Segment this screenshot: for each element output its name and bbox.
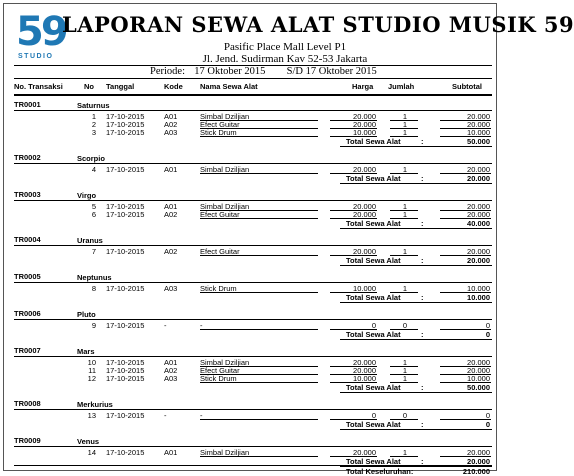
item-nama-underline	[200, 173, 318, 174]
transaction-id: TR0007	[14, 346, 41, 355]
item-no: 4	[91, 165, 96, 174]
periode-start: 17 Oktober 2015	[194, 66, 266, 77]
item-subtotal: 20.000	[467, 165, 490, 174]
header-rule-top	[14, 65, 492, 66]
periode-separator: S/D	[286, 66, 304, 77]
item-kode: A01	[164, 202, 178, 211]
item-jumlah: 1	[402, 448, 408, 457]
item-subtotal: 20.000	[467, 247, 490, 256]
item-no: 12	[87, 374, 96, 383]
item-nama-underline	[200, 329, 318, 330]
total-sewa-colon: :	[421, 219, 424, 228]
total-sewa-colon: :	[421, 383, 424, 392]
logo-word: STUDIO	[18, 53, 54, 60]
item-subtotal: 20.000	[467, 120, 490, 129]
total-rule	[340, 392, 492, 393]
item-jumlah: 1	[402, 366, 408, 375]
total-sewa-label: Total Sewa Alat	[346, 137, 401, 146]
total-sewa-colon: :	[421, 137, 424, 146]
total-rule	[340, 228, 492, 229]
item-jumlah: 1	[402, 202, 408, 211]
item-kode: A02	[164, 120, 178, 129]
item-harga: 10.000	[353, 374, 376, 383]
item-nama: Efect Guitar	[200, 366, 240, 375]
item-tanggal: 17-10-2015	[106, 366, 145, 375]
transaction-id: TR0006	[14, 309, 41, 318]
item-jumlah: 1	[402, 210, 408, 219]
item-kode: A03	[164, 284, 178, 293]
total-rule	[340, 339, 492, 340]
item-nama: Efect Guitar	[200, 120, 240, 129]
col-no-transaksi: No. Transaksi	[14, 82, 63, 91]
item-jumlah: 1	[402, 120, 408, 129]
item-harga: 10.000	[353, 128, 376, 137]
item-nama: Stick Drum	[200, 128, 237, 137]
item-nama: -	[200, 411, 203, 420]
item-nama: Simbal Dziljian	[200, 112, 250, 121]
col-tanggal: Tanggal	[106, 82, 135, 91]
group-rule	[14, 282, 492, 283]
item-no: 8	[91, 284, 96, 293]
total-rule	[340, 265, 492, 266]
periode-label: Periode:	[150, 66, 185, 77]
item-kode: A01	[164, 358, 178, 367]
transaction-id: TR0005	[14, 272, 41, 281]
item-jumlah: 0	[402, 411, 408, 420]
col-subtotal: Subtotal	[452, 82, 482, 91]
item-kode: -	[164, 411, 167, 420]
item-nama-underline	[200, 456, 318, 457]
item-kode: A01	[164, 448, 178, 457]
item-no: 13	[87, 411, 96, 420]
grand-total-rule	[14, 465, 492, 466]
item-harga: 20.000	[353, 358, 376, 367]
item-no: 2	[91, 120, 96, 129]
transaction-id: TR0003	[14, 190, 41, 199]
item-no: 10	[87, 358, 96, 367]
customer-name: Scorpio	[77, 154, 105, 163]
periode-end: 17 Oktober 2015	[305, 66, 377, 77]
item-nama: Stick Drum	[200, 284, 237, 293]
item-nama-underline	[200, 292, 318, 293]
studio-logo	[14, 9, 66, 62]
customer-name: Mars	[77, 347, 95, 356]
address-line-2: Jl. Jend. Sudirman Kav 52-53 Jakarta	[202, 53, 368, 65]
logo-number: 59	[16, 9, 66, 55]
item-subtotal: 20.000	[467, 210, 490, 219]
item-tanggal: 17-10-2015	[106, 202, 145, 211]
item-no: 6	[91, 210, 96, 219]
item-harga: 20.000	[353, 366, 376, 375]
total-sewa-value: 10.000	[467, 293, 490, 302]
item-nama-underline	[200, 419, 318, 420]
item-kode: A03	[164, 128, 178, 137]
total-sewa-colon: :	[421, 174, 424, 183]
group-rule	[14, 356, 492, 357]
total-sewa-value: 40.000	[467, 219, 490, 228]
grand-total-label: Total Keseluruhan:	[346, 467, 414, 476]
item-tanggal: 17-10-2015	[106, 411, 145, 420]
total-sewa-label: Total Sewa Alat	[346, 174, 401, 183]
item-tanggal: 17-10-2015	[106, 210, 145, 219]
item-subtotal: 20.000	[467, 202, 490, 211]
item-tanggal: 17-10-2015	[106, 165, 145, 174]
column-header-rule	[14, 94, 492, 96]
item-tanggal: 17-10-2015	[106, 321, 145, 330]
item-kode: -	[164, 321, 167, 330]
customer-name: Virgo	[77, 191, 97, 200]
item-subtotal: 0	[485, 411, 490, 420]
item-no: 14	[87, 448, 96, 457]
item-kode: A03	[164, 374, 178, 383]
group-rule	[14, 163, 492, 164]
total-sewa-value: 20.000	[467, 457, 490, 466]
col-no: No	[84, 82, 94, 91]
item-tanggal: 17-10-2015	[106, 128, 145, 137]
item-tanggal: 17-10-2015	[106, 448, 145, 457]
item-jumlah: 0	[402, 321, 408, 330]
total-sewa-label: Total Sewa Alat	[346, 330, 401, 339]
item-tanggal: 17-10-2015	[106, 112, 145, 121]
total-sewa-colon: :	[421, 457, 424, 466]
customer-name: Pluto	[77, 310, 96, 319]
header-rule-bottom	[14, 78, 492, 79]
item-no: 9	[91, 321, 96, 330]
item-harga: 20.000	[353, 448, 376, 457]
item-jumlah: 1	[402, 112, 408, 121]
total-sewa-colon: :	[421, 420, 424, 429]
total-sewa-value: 0	[485, 420, 490, 429]
item-subtotal: 10.000	[467, 284, 490, 293]
item-harga: 20.000	[353, 247, 376, 256]
item-nama-underline	[200, 218, 318, 219]
grand-total-value: 210.000	[462, 467, 490, 476]
item-no: 5	[91, 202, 96, 211]
total-sewa-colon: :	[421, 330, 424, 339]
report-title: LAPORAN SEWA ALAT STUDIO MUSIK 59	[62, 12, 574, 37]
total-sewa-label: Total Sewa Alat	[346, 219, 401, 228]
total-sewa-colon: :	[421, 293, 424, 302]
item-kode: A01	[164, 165, 178, 174]
transaction-id: TR0004	[14, 235, 41, 244]
item-harga: 20.000	[353, 120, 376, 129]
item-tanggal: 17-10-2015	[106, 358, 145, 367]
item-no: 3	[91, 128, 96, 137]
item-subtotal: 10.000	[467, 374, 490, 383]
customer-name: Neptunus	[77, 273, 112, 282]
item-kode: A02	[164, 247, 178, 256]
transaction-id: TR0009	[14, 436, 41, 445]
group-rule	[14, 110, 492, 111]
item-tanggal: 17-10-2015	[106, 120, 145, 129]
group-rule	[14, 409, 492, 410]
total-rule	[340, 302, 492, 303]
item-harga: 10.000	[353, 284, 376, 293]
item-no: 1	[91, 112, 96, 121]
total-sewa-value: 50.000	[467, 383, 490, 392]
col-nama: Nama Sewa Alat	[200, 82, 258, 91]
item-harga: 0	[371, 411, 376, 420]
total-sewa-label: Total Sewa Alat	[346, 383, 401, 392]
item-nama-underline	[200, 136, 318, 137]
col-harga: Harga	[352, 82, 374, 91]
item-nama: Simbal Dziljian	[200, 202, 250, 211]
item-subtotal: 20.000	[467, 448, 490, 457]
transaction-id: TR0001	[14, 100, 41, 109]
item-nama-underline	[200, 382, 318, 383]
item-harga: 20.000	[353, 202, 376, 211]
total-sewa-label: Total Sewa Alat	[346, 420, 401, 429]
item-harga: 0	[371, 321, 376, 330]
item-nama: Efect Guitar	[200, 210, 240, 219]
total-rule	[340, 146, 492, 147]
total-sewa-value: 0	[485, 330, 490, 339]
item-nama: Simbal Dziljian	[200, 358, 250, 367]
total-sewa-value: 20.000	[467, 256, 490, 265]
item-subtotal: 20.000	[467, 358, 490, 367]
total-sewa-value: 50.000	[467, 137, 490, 146]
item-harga: 20.000	[353, 165, 376, 174]
group-rule	[14, 446, 492, 447]
transaction-id: TR0008	[14, 399, 41, 408]
item-nama: Efect Guitar	[200, 247, 240, 256]
total-rule	[340, 183, 492, 184]
item-jumlah: 1	[402, 284, 408, 293]
transaction-id: TR0002	[14, 153, 41, 162]
item-subtotal: 20.000	[467, 366, 490, 375]
address-line-1: Pasific Place Mall Level P1	[223, 41, 347, 53]
item-nama: Simbal Dziljian	[200, 448, 250, 457]
item-jumlah: 1	[402, 374, 408, 383]
item-harga: 20.000	[353, 210, 376, 219]
item-nama-underline	[200, 255, 318, 256]
item-harga: 20.000	[353, 112, 376, 121]
periode-line	[150, 66, 377, 78]
customer-name: Saturnus	[77, 101, 110, 110]
item-nama: Stick Drum	[200, 374, 237, 383]
item-subtotal: 0	[485, 321, 490, 330]
total-sewa-colon: :	[421, 256, 424, 265]
item-jumlah: 1	[402, 358, 408, 367]
item-jumlah: 1	[402, 128, 408, 137]
item-nama: Simbal Dziljian	[200, 165, 250, 174]
item-jumlah: 1	[402, 165, 408, 174]
item-nama: -	[200, 321, 203, 330]
group-rule	[14, 319, 492, 320]
total-rule	[340, 429, 492, 430]
item-tanggal: 17-10-2015	[106, 374, 145, 383]
total-sewa-label: Total Sewa Alat	[346, 293, 401, 302]
col-kode: Kode	[164, 82, 183, 91]
customer-name: Merkurius	[77, 400, 113, 409]
item-kode: A02	[164, 210, 178, 219]
group-rule	[14, 245, 492, 246]
item-subtotal: 10.000	[467, 128, 490, 137]
item-tanggal: 17-10-2015	[106, 284, 145, 293]
item-tanggal: 17-10-2015	[106, 247, 145, 256]
item-kode: A01	[164, 112, 178, 121]
item-no: 11	[88, 366, 96, 375]
group-rule	[14, 200, 492, 201]
total-sewa-label: Total Sewa Alat	[346, 256, 401, 265]
total-sewa-value: 20.000	[467, 174, 490, 183]
item-subtotal: 20.000	[467, 112, 490, 121]
col-jumlah: Jumlah	[388, 82, 415, 91]
item-no: 7	[91, 247, 96, 256]
customer-name: Uranus	[77, 236, 103, 245]
item-kode: A02	[164, 366, 178, 375]
total-sewa-label: Total Sewa Alat	[346, 457, 401, 466]
item-jumlah: 1	[402, 247, 408, 256]
customer-name: Venus	[77, 437, 100, 446]
